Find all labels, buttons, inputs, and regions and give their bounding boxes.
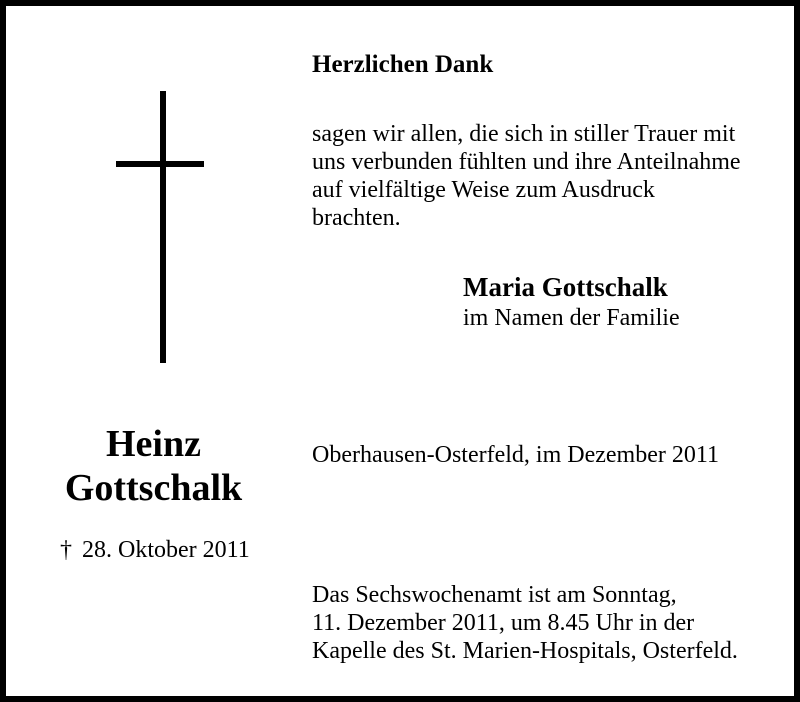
thanks-line: uns verbunden fühlten und ihre Anteilnahme	[312, 149, 741, 175]
mass-line: Kapelle des St. Marien-Hospitals, Osterfeld.	[312, 638, 738, 664]
cross-horizontal-bar	[116, 161, 204, 167]
mass-line: 11. Dezember 2011, um 8.45 Uhr in der	[312, 610, 695, 636]
thanks-line: auf vielfältige Weise zum Ausdruck	[312, 177, 655, 203]
deceased-name	[36, 422, 271, 510]
thanks-line: brachten.	[312, 205, 401, 231]
mass-line: Das Sechswochenamt ist am Sonntag,	[312, 582, 677, 608]
thanks-line: sagen wir allen, die sich in stiller Trauer mit	[312, 121, 736, 147]
place-and-date: Oberhausen-Osterfeld, im Dezember 2011	[312, 442, 719, 468]
signer-name: Maria Gottschalk	[463, 272, 668, 302]
cross-vertical-bar	[160, 91, 166, 363]
mass-announcement	[312, 581, 738, 665]
signer-note: im Namen der Familie	[463, 305, 680, 331]
death-date: 28. Oktober 2011	[82, 537, 250, 563]
dagger-icon: †	[60, 537, 72, 563]
obituary-notice	[6, 6, 794, 696]
deceased-first-name: Heinz	[106, 423, 201, 465]
thanks-text	[312, 120, 772, 232]
death-date-line	[60, 536, 250, 564]
thanks-heading: Herzlichen Dank	[312, 51, 494, 78]
deceased-last-name: Gottschalk	[64, 467, 243, 509]
